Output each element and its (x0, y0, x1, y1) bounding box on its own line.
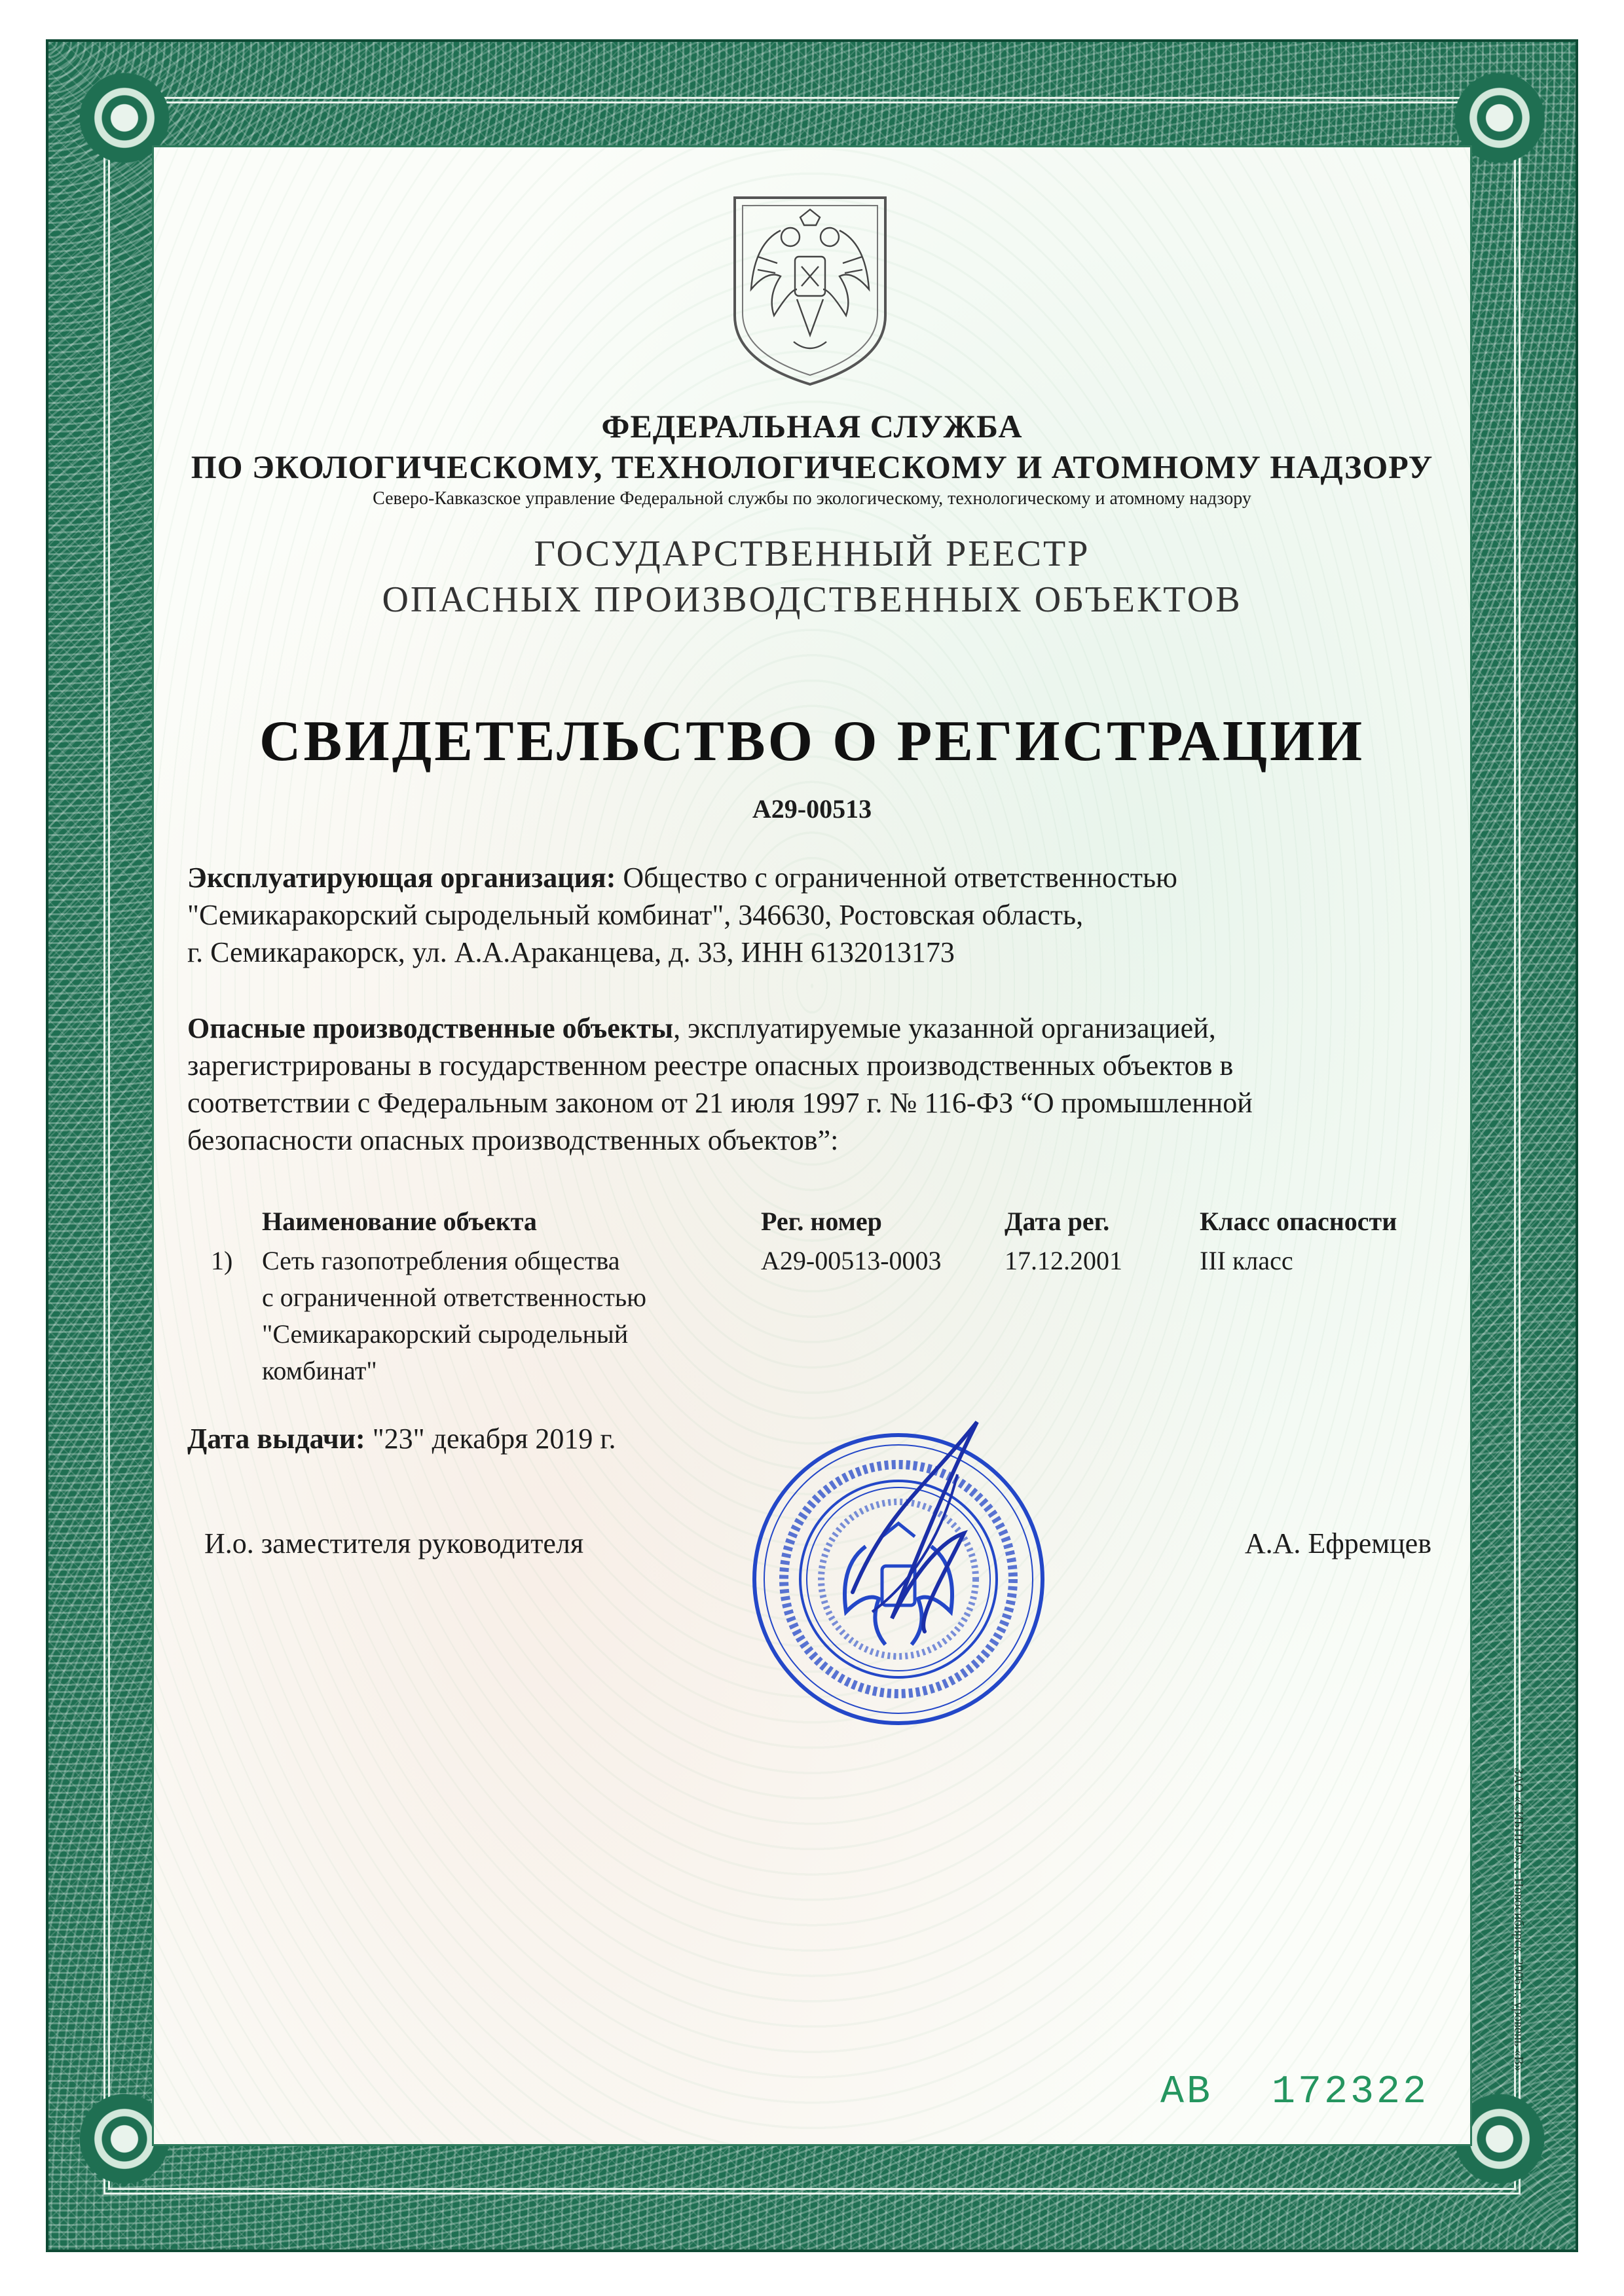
regional-office: Северо-Кавказское управление Федеральной службы по экологическому, технологическому и атомному надзору (373, 488, 1251, 509)
column-header-name: Наименование объекта (262, 1207, 537, 1236)
operator-line: г. Семикаракорск, ул. А.А.Араканцева, д. 33, ИНН 6132013173 (187, 936, 955, 968)
objects-line: безопасности опасных производственных объектов”: (187, 1124, 839, 1156)
objects-label: Опасные производственные объекты (187, 1012, 674, 1044)
signer-name: А.А. Ефремцев (1244, 1527, 1431, 1559)
certificate-number: А29-00513 (752, 794, 872, 824)
official-stamp-icon (728, 1396, 1069, 1736)
document-title: СВИДЕТЕЛЬСТВО О РЕГИСТРАЦИИ (259, 710, 1365, 773)
operator-label: Эксплуатирующая организация: (187, 862, 616, 894)
agency-subtitle: ПО ЭКОЛОГИЧЕСКОМУ, ТЕХНОЛОГИЧЕСКОМУ И АТОМНОМУ НАДЗОРУ (191, 448, 1433, 485)
serial-number: 172322 (1271, 2070, 1429, 2115)
objects-line: зарегистрированы в государственном реестре опасных производственных объектов в (187, 1049, 1234, 1082)
operator-line: "Семикаракорский сыродельный комбинат", 346630, Ростовская область, (187, 899, 1084, 931)
object-reg-number: А29-00513-0003 (761, 1246, 942, 1275)
object-hazard-class: III класс (1200, 1246, 1293, 1275)
signer-position: И.о. заместителя руководителя (204, 1527, 584, 1559)
coat-of-arms-icon (728, 191, 892, 388)
object-name-line: с ограниченной ответственностью (262, 1283, 646, 1312)
registry-title: ГОСУДАРСТВЕННЫЙ РЕЕСТР (534, 534, 1090, 574)
column-header-reg-number: Рег. номер (761, 1207, 882, 1236)
object-name-line: Сеть газопотребления общества (262, 1246, 620, 1275)
registry-subtitle: ОПАСНЫХ ПРОИЗВОДСТВЕННЫХ ОБЪЕКТОВ (382, 579, 1242, 620)
object-name-line: "Семикаракорский сыродельный (262, 1319, 629, 1349)
agency-name: ФЕДЕРАЛЬНАЯ СЛУЖБА (601, 408, 1023, 445)
serial-series: АВ (1160, 2070, 1213, 2115)
row-index: 1) (211, 1246, 233, 1275)
objects-paragraph (187, 1010, 1431, 1159)
operator-line: Общество с ограниченной ответственностью (623, 862, 1177, 894)
column-header-reg-date: Дата рег. (1005, 1207, 1110, 1236)
objects-line: , эксплуатируемые указанной организацией, (673, 1012, 1216, 1044)
issue-date (187, 1422, 616, 1455)
issue-date-value: "23" декабря 2019 г. (365, 1423, 616, 1455)
object-reg-date: 17.12.2001 (1005, 1246, 1122, 1275)
object-name-line: комбинат" (262, 1356, 377, 1385)
printer-note: ЗАО «СИБПРО», г. Новосибирск, 2006 г., уровень «В» (1511, 1768, 1526, 2071)
document-content (152, 145, 1472, 2146)
objects-line: соответствии с Федеральным законом от 21 июля 1997 г. № 116-ФЗ “О промышленной (187, 1087, 1253, 1119)
operator-paragraph (187, 859, 1431, 971)
issue-date-label: Дата выдачи: (187, 1423, 365, 1455)
object-name (262, 1243, 646, 1389)
blank-serial-number (1160, 2070, 1429, 2115)
column-header-hazard-class: Класс опасности (1200, 1207, 1397, 1236)
